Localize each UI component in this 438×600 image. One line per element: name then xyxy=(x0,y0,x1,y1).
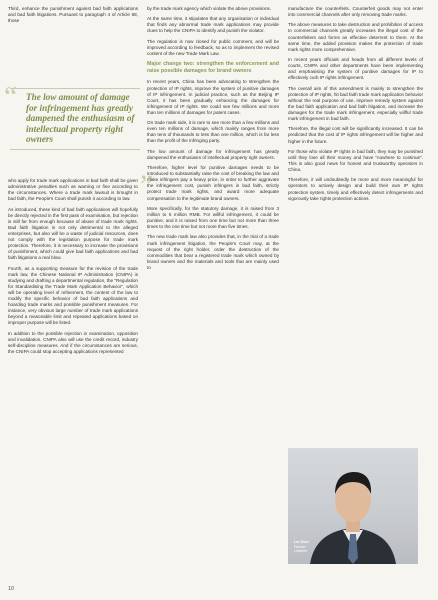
paragraph: Therefore, the illegal cost will be significantly increased. It can be predicted that the cost of IP rights infringement will be higher and higher in the future. xyxy=(288,126,423,144)
paragraph: In recent years officials and heads from all different levels of courts, CNIPA and other departments have been implementing and emphasising the system of punitive damages for IP to effectively curb IP rights infringement. xyxy=(288,57,423,81)
caption-title: Partner xyxy=(294,544,306,549)
author-photo xyxy=(288,448,418,564)
column-1-body xyxy=(8,178,138,359)
quote-mark-icon: “ xyxy=(4,80,18,113)
caption-firm: Unitalen xyxy=(294,549,308,554)
paragraph: The overall aim of this amendment is mainly to strengthen the protection of IP rights, hit bad faith trade mark application behavior without the real purpose of use, improve remedy system against the bad faith application and bad faith litigation, and increase the damages for the trade mark infringement, especially willful trade mark infringement in bad faith. xyxy=(288,85,423,122)
paragraph: manufacture the counterfeits. Counterfeit goods may not enter into commercial channels after only removing trade marks. xyxy=(288,6,423,18)
column-2 xyxy=(147,6,279,275)
paragraph: In addition to the possible rejection in examination, opposition and invalidation, CNIPA also will use the credit record, industry self-discipline measures. And if the circumstances are serious, the CNIPA could stop accepting applications represented xyxy=(8,330,138,354)
column-1-top xyxy=(8,6,138,28)
paragraph: who apply for trade mark applications in bad faith shall be given administrative penalties such as warning or fine according to the circumstances. Where a trade mark lawsuit is brought in bad faith, the People's Court shall punish it according to law. xyxy=(8,178,138,202)
column-3 xyxy=(288,6,423,206)
paragraph: Therefore, higher level for punitive damages needs to be introduced to substantially raise the cost of breaking the law and make infringers pay a heavy price, in order to further aggravate the infringement cost, punish infringers in bad faith, strictly protect trade mark rights, and award more adequate compensation to the legitimate brand owners. xyxy=(147,165,279,201)
paragraph: The above measures to take destruction and prohibition of access to commercial channels greatly increases the illegal cost of the counterfeiters and forms an effective deterrent to them. At the same time, the added provision makes the protection of trade mark rights more comprehensive. xyxy=(288,22,423,52)
paragraph: For those who violate IP rights in bad faith, they may be punished until they lose all their money and have "nowhere to continue". This is also good news for honest and trustworthy operators in China. xyxy=(288,148,423,173)
quote-mark-icon: ” xyxy=(140,169,154,202)
pull-quote-text: The low amount of damage for infringement has greatly dampened the enthusiasm of intellectual property right owners xyxy=(26,92,135,145)
page-number: 10 xyxy=(8,586,15,592)
paragraph: The regulation is now closed for public comment, and will be improved according to feedback, so as to implement the revised content of the new Trade Mark Law. xyxy=(147,38,279,56)
pull-quote xyxy=(10,88,140,150)
paragraph: The new trade mark law also provides that, in the trial of a trade mark infringement litigation, the People's Court may, at the request of the right holder, order the destruction of the commodities that bear a registered trade mark which owned by brand owners and the materials and tools that are mainly used to xyxy=(147,234,279,270)
photo-caption xyxy=(294,540,309,554)
paragraph: by the trade mark agency which violate the above provisions. xyxy=(147,6,272,11)
paragraph: Therefore, it will undoubtedly be more and more meaningful for operators to actively design and build their own IP rights protection system, timely and effectively detect infringements and vigorously take rights protection actions. xyxy=(288,177,423,201)
paragraph: Third, enhance the punishment against bad faith applications and bad faith litigations. Pursuant to paragraph 4 of Article 68, those xyxy=(8,6,138,24)
paragraph: At the same time, it stipulates that any organisation or individual that finds any abnormal trade mark applications may provide clues to help the CNIPA to identify and punish the violator. xyxy=(147,16,279,34)
paragraph: The low amount of damage for infringement has greatly dampened the enthusiasm of intellectual property right owners. xyxy=(147,148,279,160)
paragraph: As introduced, these kind of bad faith applications will hopefully be directly rejected in the first pass of examination, but rejection is still far from enough because of abuse of trade mark rights. Bad faith litigation is not only detrimental to the alleged enterprises, but also will be a waste of judicial resources, does not comply with the legislation purpose for trade mark protection. Therefore, it is necessary to increase the provisions of punishment, which could give bad faith applications and bad faith litigations a real blow. xyxy=(8,206,138,261)
caption-name: Lei Zhen xyxy=(294,540,309,545)
paragraph: In recent years, China has been advocating to strengthen the protection of IP rights, improve the system of punitive damages of IP infringement. In judicial practice, such as the Beijing IP Court, it has been gradually enhancing the damages for infringement of IP rights. We could see few millions and more than ten millions of damages for patent cases. xyxy=(147,79,279,115)
paragraph: On trade mark side, it is rare to see more than a few millions and even ten millions of damage, which mainly ranges from more than tens of thousands to less than one million, which is far less than the profit of the infringing party. xyxy=(147,120,279,144)
paragraph: Fourth, as a supporting measure for the revision of the trade mark law, the Chinese National IP Administration (CNIPA) is studying and drafting a departmental regulation, the "Regulation for Standardising the Trade Mark Application Behavior", which will be operating level of refinement, the content of the law to modify the specific behavior of bad faith applications and hoarding trade marks and possible punishment measures. For instance, very obvious large number of trade mark applications beyond a reasonable limit and repeated applications based on improper purpose will be listed. xyxy=(8,265,138,326)
paragraph: More specifically, for the statutory damage, it is raised from 3 million to 5 million RMB. For willful infringement, it could be punitive, and it is raised from one time but not more than three times to the one time but not more than five times. xyxy=(147,205,279,230)
subheading: Major change two: strengthen the enforcement and raise possible damages for brand owners xyxy=(147,61,279,74)
